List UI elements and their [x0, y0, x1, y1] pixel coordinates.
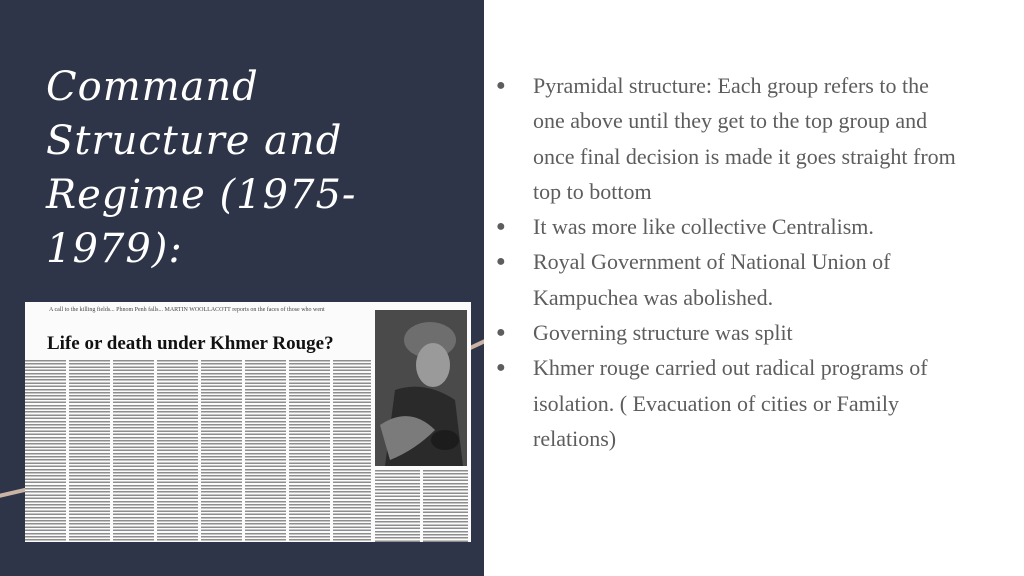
clipping-body-text [375, 470, 471, 542]
bullet-list [494, 68, 964, 456]
bullet-icon: ● [496, 77, 506, 94]
list-item [494, 68, 964, 209]
bullet-icon: ● [496, 324, 506, 342]
bullet-text: Pyramidal structure: Each group refers to the one above until they get to the top group and once final decision is made it goes straight from top to bottom [533, 73, 956, 204]
newspaper-clipping-image [25, 302, 471, 542]
clipping-caption: A call to the killing fields... Phnom Penh falls... MARTIN WOOLLACOTT reports on the faces of those who went [49, 307, 325, 313]
list-item [494, 209, 964, 244]
bullet-text: Royal Government of National Union of Kampuchea was abolished. [533, 249, 891, 310]
bullet-text: It was more like collective Centralism. [533, 214, 874, 240]
bullet-text: Governing structure was split [533, 320, 793, 346]
title-panel [0, 0, 484, 576]
bullet-text: Khmer rouge carried out radical programs of isolation. ( Evacuation of cities or Family relations) [533, 355, 928, 451]
clipping-headline: Life or death under Khmer Rouge? [47, 333, 334, 354]
list-item [494, 244, 964, 315]
clipping-body-text [25, 360, 371, 542]
clipping-photo [375, 310, 467, 466]
list-item [494, 315, 964, 350]
bullet-icon: ● [496, 359, 506, 377]
slide-title: Command Structure and Regime (1975-1979): [46, 64, 357, 272]
list-item [494, 350, 964, 456]
bullet-icon: ● [496, 253, 506, 271]
soldier-photo-icon [375, 310, 467, 466]
bullet-icon: ● [496, 218, 506, 236]
